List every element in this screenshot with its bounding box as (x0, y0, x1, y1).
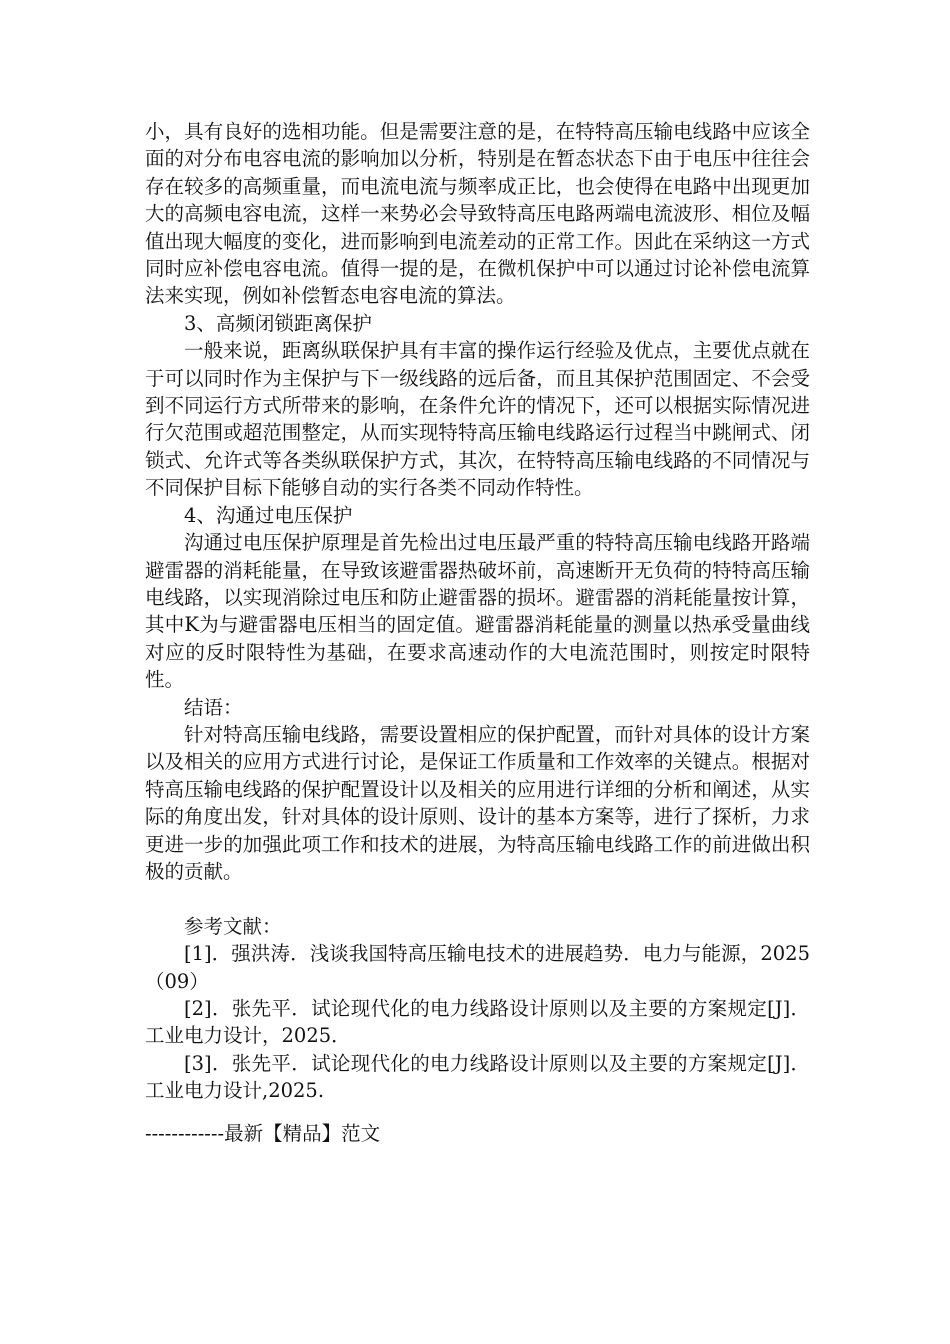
reference-item: [3]．张先平．试论现代化的电力线路设计原则以及主要的方案规定[J]．工业电力设计,2025. (145, 1051, 810, 1103)
paragraph-section-3: 一般来说，距离纵联保护具有丰富的操作运行经验及优点，主要优点就在于可以同时作为主保护与下一级线路的远后备，而且其保护范围固定、不会受到不同运行方式所带来的影响，在条件允许的情况下，还可以根据实际情况进行欠范围或超范围整定，从而实现特特高压输电线路运行过程当中跳闸式、闭锁式、允许式等各类纵联保护方式，其次，在特特高压输电线路的不同情况与不同保护目标下能够自动的实行各类不同动作特性。 (145, 339, 810, 500)
reference-item: [1]．强洪涛．浅谈我国特高压输电技术的进展趋势．电力与能源，2025（09） (145, 942, 810, 993)
section-heading-4: 4、沟通过电压保护 (184, 503, 353, 527)
conclusion-heading: 结语： (184, 695, 243, 719)
footer-watermark: ------------最新【精品】范文 (145, 1122, 381, 1145)
conclusion-paragraph: 针对特高压输电线路，需要设置相应的保护配置，而针对具体的设计方案以及相关的应用方式进行讨论，是保证工作质量和工作效率的关键点。根据对特高压输电线路的保护配置设计以及相关的应用进行详细的分析和阐述，从实际的角度出发，针对具体的设计原则、设计的基本方案等，进行了探析，力求更进一步的加强此项工作和技术的进展，为特高压输电线路工作的前进做出积极的贡献。 (145, 722, 810, 883)
reference-item: [2]．张先平．试论现代化的电力线路设计原则以及主要的方案规定[J]．工业电力设计，2025． (145, 996, 810, 1048)
section-heading-3: 3、高频闭锁距离保护 (184, 311, 372, 335)
paragraph-section-4: 沟通过电压保护原理是首先检出过电压最严重的特特高压输电线路开路端避雷器的消耗能量，在导致该避雷器热破坏前，高速断开无负荷的特特高压输电线路，以实现消除过电压和防止避雷器的损坏。避雷器的消耗能量按计算，其中K为与避雷器电压相当的固定值。避雷器消耗能量的测量以热承受量曲线对应的反时限特性为基础，在要求高速动作的大电流范围时，则按定时限特性。 (145, 531, 810, 692)
references-heading: 参考文献： (184, 914, 282, 938)
paragraph-continued: 小，具有良好的选相功能。但是需要注意的是，在特特高压输电线路中应该全面的对分布电容电流的影响加以分析，特别是在暂态状态下由于电压中往往会存在较多的高频重量，而电流电流与频率成正比，也会使得在电路中出现更加大的高频电容电流，这样一来势必会导致特高压电路两端电流波形、相位及幅值出现大幅度的变化，进而影响到电流差动的正常工作。因此在采纳这一方式同时应补偿电容电流。值得一提的是，在微机保护中可以通过讨论补偿电流算法来实现，例如补偿暂态电容电流的算法。 (145, 120, 810, 308)
blank-line (145, 885, 810, 912)
document-body (145, 118, 810, 1105)
